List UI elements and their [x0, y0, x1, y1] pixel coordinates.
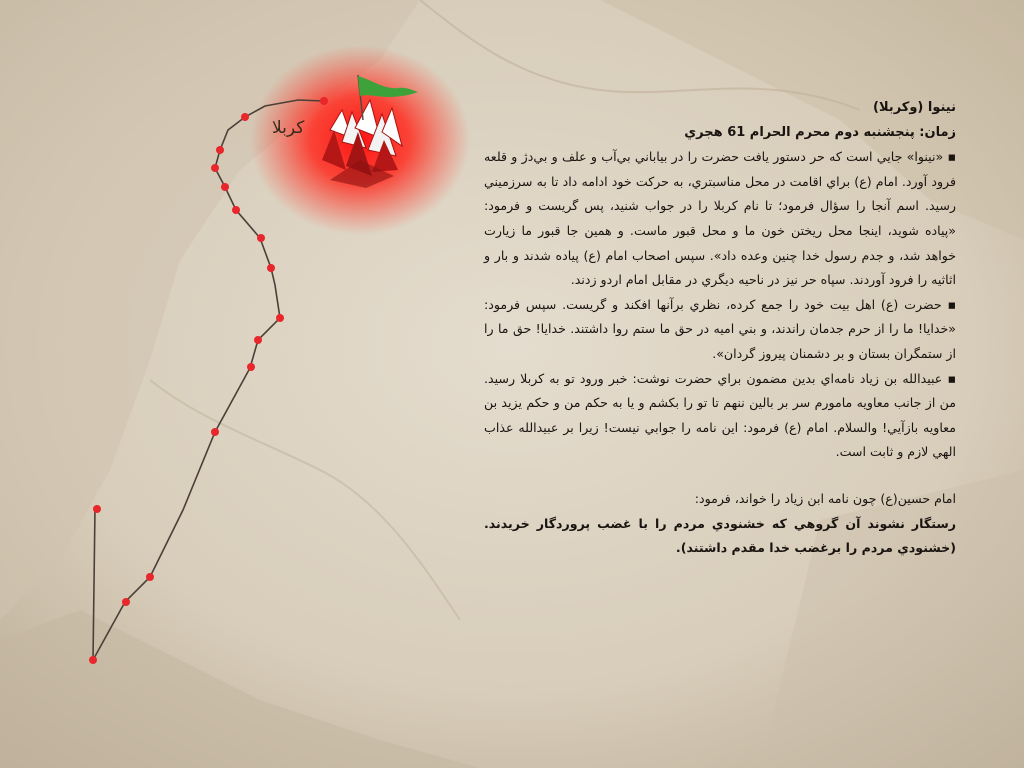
paragraph-5-quote: رستگار نشوند آن گروهي كه خشنودي مردم را با غضب پروردگار خريدند. (خشنودي مردم را برغضب خدا مقدم داشتند).	[484, 515, 956, 556]
paragraph-4: امام حسين(ع) چون نامه ابن زياد را خواند، فرمود:	[694, 490, 956, 506]
route-stop	[254, 336, 262, 344]
spacer	[484, 465, 956, 487]
route-stop	[241, 113, 249, 121]
page-title: نينوا (وكربلا)	[873, 100, 956, 115]
page-subtitle: زمان: پنجشنبه دوم محرم الحرام 61 هجري	[684, 124, 956, 140]
route-stop	[276, 314, 284, 322]
route-stop	[221, 183, 229, 191]
route-stop	[211, 164, 219, 172]
paragraph-1: ▪ «نينوا» جايي است كه حر دستور يافت حضرت را در بياباني بي‌آب و علف و بي‌دژ و قلعه فرود آورد. امام (ع) براي اقامت در محل مناسبتري، به حركت خود ادامه داد تا به سرزميني رسيد. اسم آنجا را سؤال فرمود؛ تا نام كربلا را در جواب شنيد، پس گريست و فرمود: «پياده شويد، اينجا محل ريختن خون ما و محل قبور ماست. و همين جا قبور ما زيارت خواهد شد، و جدم رسول خدا چنين وعده داد». سپس اصحاب امام (ع) پياده شدند و بار و اثاثيه را فرود آوردند. سپاه حر نيز در ناحيه ديگري در مقابل امام اردو زدند.	[484, 149, 956, 288]
route-stop	[257, 234, 265, 242]
map-label-karbala: کربلا	[272, 118, 305, 138]
paragraph-3: ▪ عبيدالله بن زياد نامه‌اي بدين مضمون براي حضرت نوشت: خبر ورود تو به كربلا رسيد. من از جانب معاويه مامورم سر بر بالين ننهم تا تو را بكشم و يا به حكم من و حكم يزيد بن معاويه بازآيي! والسلام. امام (ع) فرمود: اين نامه را جوابي نيست! زيرا بر عبيدالله عذاب الهي لازم و ثابت است.	[484, 370, 956, 460]
paragraph-2: ▪ حضرت (ع) اهل بيت خود را جمع كرده، نظري برآنها افكند و گريست. سپس فرمود: «خدايا! ما را از حرم جدمان راندند، و بني اميه در حق ما ستم روا داشتند. خدايا! حق ما را از ستمگران بستان و بر دشمنان پيروز گردان».	[484, 296, 956, 361]
text-panel	[484, 96, 956, 561]
route-stop	[122, 598, 130, 606]
route-stop	[93, 505, 101, 513]
route-stop	[267, 264, 275, 272]
route-stop	[89, 656, 97, 664]
route-stop	[146, 573, 154, 581]
route-stop	[211, 428, 219, 436]
route-stop	[232, 206, 240, 214]
route-stop	[247, 363, 255, 371]
route-stop	[216, 146, 224, 154]
route-stop	[320, 97, 328, 105]
